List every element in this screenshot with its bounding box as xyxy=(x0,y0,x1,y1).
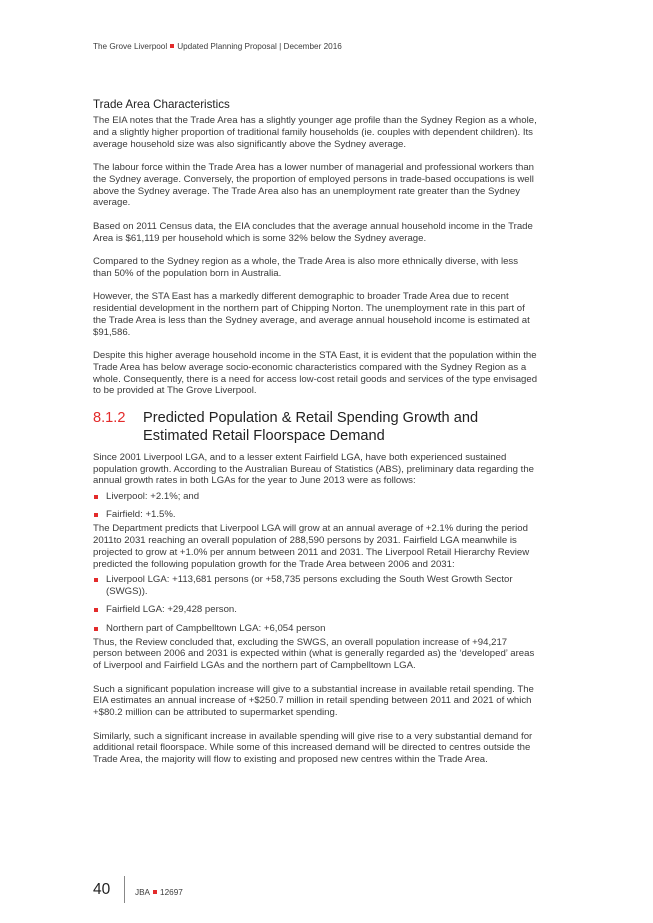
list-item: Liverpool: +2.1%; and xyxy=(93,491,539,503)
bullet-icon xyxy=(94,578,98,582)
header-document-info: Updated Planning Proposal | December 2016 xyxy=(177,42,342,51)
page-number: 40 xyxy=(93,880,111,898)
footer-job-number: 12697 xyxy=(160,888,183,897)
footer-divider xyxy=(124,876,125,903)
bullet-icon xyxy=(94,627,98,631)
population-growth-list xyxy=(93,574,539,634)
growth-rate-list xyxy=(93,491,539,521)
department-prediction-paragraph: The Department predicts that Liverpool LGA will grow at an annual average of +2.1% during the period 2011to 2031 reaching an overall population of 288,590 persons by 2031. Fairfield LGA meanwhile is projected to grow at +1.0% per annum between 2011 and 2031. The Liverpool Retail Hierarchy Review predicted the following population growth for the Trade Area between 2006 and 2031: xyxy=(93,523,530,570)
bullet-icon xyxy=(94,513,98,517)
page-footer xyxy=(93,876,183,903)
trade-paragraph-5: However, the STA East has a markedly different demographic to broader Trade Area due to recent residential development in the northern part of Chipping Norton. The unemployment rate in this part of the Trade Area is less than the Sydney average, and average annual household income is estimated at $91,586. xyxy=(93,291,530,338)
review-conclusion-paragraph: Thus, the Review concluded that, excluding the SWGS, an overall population increase of +94,217 person between 2006 and 2031 is expected within (what is generally regarded as) the ‘developed’ areas of Liverpool and Fairfield LGAs and the northern part of Campbelltown LGA. xyxy=(93,636,535,672)
population-intro: Since 2001 Liverpool LGA, and to a lesser extent Fairfield LGA, have both experienced sustained population growth. According to the Australian Bureau of Statistics (ABS), preliminary data regarding the annual growth rates in both LGAs for the year to June 2013 were as follows: xyxy=(93,451,535,487)
trade-paragraph-3: Based on 2011 Census data, the EIA concludes that the average annual household income in the Trade Area is $61,119 per household which is some 32% below the Sydney average. xyxy=(93,220,533,244)
trade-paragraph-2: The labour force within the Trade Area has a lower number of managerial and professional workers than the Sydney average. Conversely, the proportion of employed persons in trade-based occupations is well above the Sydney average. The Trade Area also has an unemployment rate greater than the Sydney average. xyxy=(93,161,535,209)
trade-paragraph-6: Despite this higher average household income in the STA East, it is evident that the population within the Trade Area has below average socio-economic characteristics compared with the Sydney Region as a whole. Consequently, there is a need for access low-cost retail goods and services of the type envisaged to be provided at The Grove Liverpool. xyxy=(93,349,538,397)
list-item: Fairfield: +1.5%. xyxy=(93,509,539,521)
list-item: Fairfield LGA: +29,428 person. xyxy=(93,604,539,616)
bullet-icon xyxy=(94,608,98,612)
running-header xyxy=(93,42,342,51)
bullet-icon xyxy=(94,495,98,499)
trade-paragraph-4: Compared to the Sydney region as a whole, the Trade Area is also more ethnically diverse, with less than 50% of the population born in Australia. xyxy=(93,255,519,279)
section-number: 8.1.2 xyxy=(93,409,126,426)
page-body xyxy=(93,98,539,778)
section-title: Predicted Population & Retail Spending Growth and Estimated Retail Floorspace Demand xyxy=(143,409,479,444)
footer-reference xyxy=(135,888,183,897)
list-item: Liverpool LGA: +113,681 persons (or +58,735 persons excluding the South West Growth Sector (SWGS)). xyxy=(93,574,539,598)
section-heading-8-1-2 xyxy=(93,409,539,445)
retail-spending-paragraph: Such a significant population increase will give to a substantial increase in available retail spending. The EIA estimates an annual increase of +$250.7 million in retail spending between 2011 and 2021 of which +$80.2 million can be attributed to supermarket spending. xyxy=(93,683,534,719)
list-item: Northern part of Campbelltown LGA: +6,054 person xyxy=(93,623,539,635)
trade-paragraph-1: The EIA notes that the Trade Area has a slightly younger age profile than the Sydney Region as a whole, and a slightly higher proportion of traditional family households (ie. couples with dependent children). Its average household size was also significantly above the Sydney average. xyxy=(93,115,537,150)
trade-area-heading: Trade Area Characteristics xyxy=(93,98,230,111)
footer-separator-dot xyxy=(153,890,157,894)
header-separator-dot xyxy=(170,44,174,48)
floorspace-demand-paragraph: Similarly, such a significant increase in available spending will give rise to a very substantial demand for additional retail floorspace. While some of this increased demand will be directed to centres outside the Trade Area, the majority will flow to existing and proposed new centres within the Trade Area. xyxy=(93,730,533,766)
footer-org: JBA xyxy=(135,888,151,897)
header-document-name: The Grove Liverpool xyxy=(93,42,168,51)
